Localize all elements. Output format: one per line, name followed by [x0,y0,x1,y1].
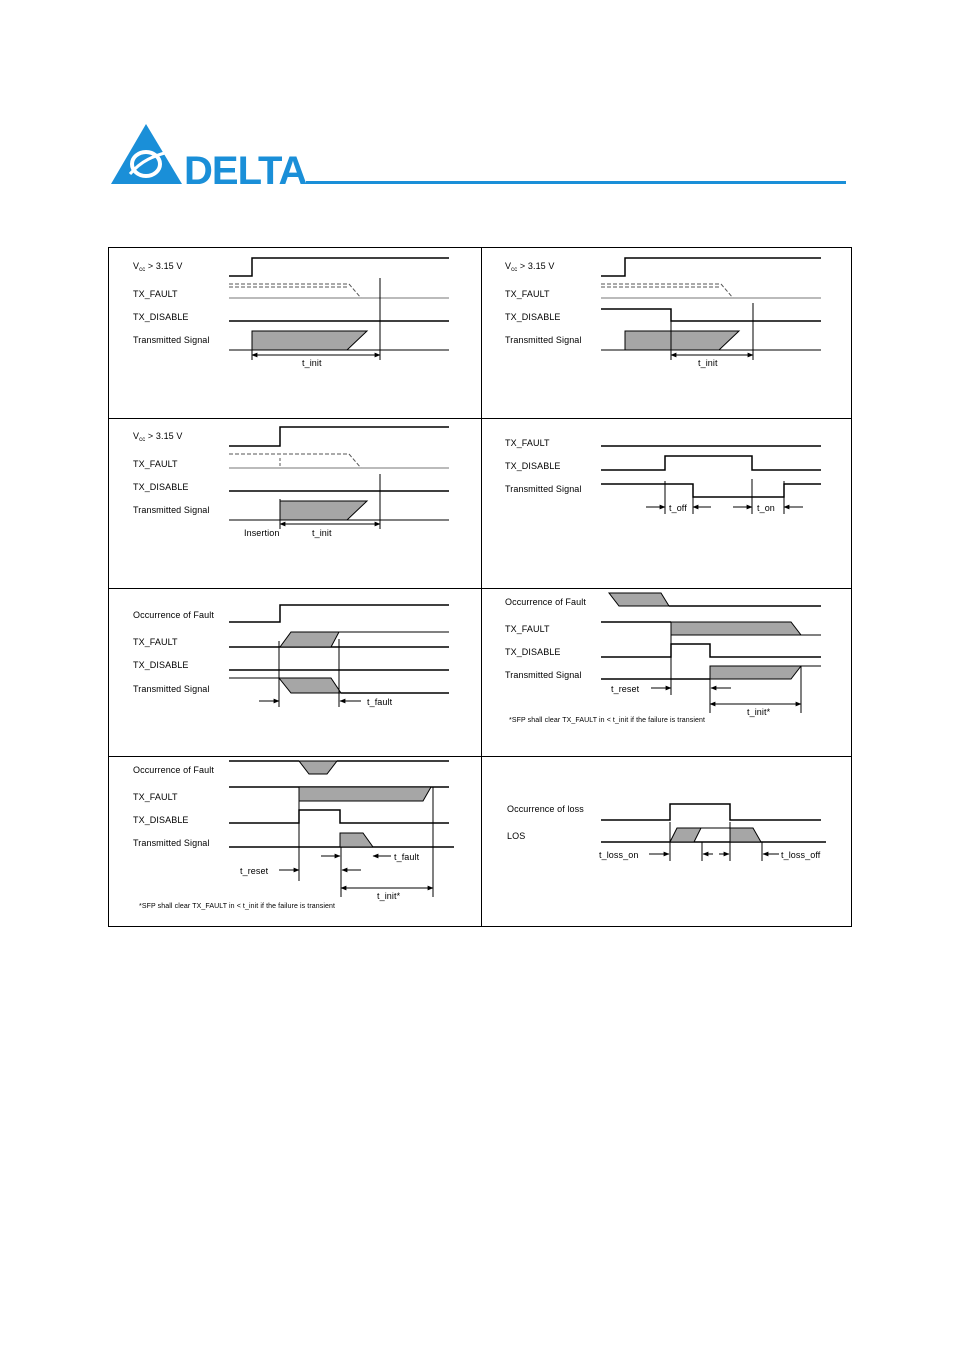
timing-waveforms [109,419,480,588]
timing-waveforms [481,248,852,418]
transient-failure-note: *SFP shall clear TX_FAULT in < t_init if the failure is transient [509,717,706,724]
t-reset-label: t_reset [240,866,269,876]
vcc-label: $V_{cc} > 3.15$ V [505,261,555,273]
t-init-star-label: t_init* [377,891,401,901]
timing-diagram-grid [108,247,852,927]
header-rule [306,181,846,184]
timing-waveforms [109,757,480,927]
tx-disable-label: TX_DISABLE [133,815,189,825]
t-init-label: t_init [312,528,332,538]
tx-fault-label: TX_FAULT [133,459,178,469]
transmitted-signal-label: Transmitted Signal [505,670,582,680]
vcc-label: $V_{cc} > 3.15$ V [133,261,183,273]
tx-disable-label: TX_DISABLE [133,660,189,670]
timing-waveforms [481,757,852,927]
tx-disable-label: TX_DISABLE [505,461,561,471]
panel-loss-of-signal [481,757,852,927]
t-init-label: t_init [302,358,322,368]
occurrence-of-fault-label: Occurrence of Fault [505,597,586,607]
t-loss-off-label: t_loss_off [781,850,821,860]
t-reset-label: t_reset [611,684,640,694]
tx-fault-label: TX_FAULT [505,289,550,299]
tx-disable-label: TX_DISABLE [133,312,189,322]
tx-disable-label: TX_DISABLE [133,482,189,492]
transmitted-signal-label: Transmitted Signal [133,684,210,694]
tx-disable-label: TX_DISABLE [505,312,561,322]
tx-disable-label: TX_DISABLE [505,647,561,657]
panel-fault-detection [109,589,480,756]
transmitted-signal-label: Transmitted Signal [133,838,210,848]
panel-tx-disable-timing [481,419,852,588]
tx-fault-label: TX_FAULT [505,624,550,634]
panel-fault-recovery [109,757,480,927]
occurrence-of-loss-label: Occurrence of loss [507,804,584,814]
t-init-label: t_init [698,358,718,368]
timing-waveforms [481,419,852,588]
t-loss-on-label: t_loss_on [599,850,639,860]
transient-failure-note: *SFP shall clear TX_FAULT in < t_init if the failure is transient [139,903,336,910]
timing-waveforms [109,248,480,418]
tx-fault-label: TX_FAULT [505,438,550,448]
insertion-label: Insertion [244,528,280,538]
t-on-label: t_on [757,503,775,513]
panel-fault-reset [481,589,852,756]
tx-fault-label: TX_FAULT [133,792,178,802]
transmitted-signal-label: Transmitted Signal [505,484,582,494]
delta-logo [108,122,308,188]
tx-fault-label: TX_FAULT [133,289,178,299]
timing-waveforms [109,589,480,756]
panel-power-up-disable-release [481,248,852,418]
timing-waveforms [481,589,852,756]
panel-power-up-disable-low [109,248,480,418]
t-fault-label: t_fault [394,852,420,862]
occurrence-of-fault-label: Occurrence of Fault [133,765,214,775]
tx-fault-label: TX_FAULT [133,637,178,647]
transmitted-signal-label: Transmitted Signal [133,335,210,345]
transmitted-signal-label: Transmitted Signal [133,505,210,515]
los-label: LOS [507,831,526,841]
occurrence-of-fault-label: Occurrence of Fault [133,610,214,620]
t-fault-label: t_fault [367,697,393,707]
transmitted-signal-label: Transmitted Signal [505,335,582,345]
vcc-label: $V_{cc} > 3.15$ V [133,431,183,443]
t-init-star-label: t_init* [747,707,771,717]
t-off-label: t_off [669,503,687,513]
logo-text: DELTA [184,149,307,188]
panel-hot-insertion [109,419,480,588]
